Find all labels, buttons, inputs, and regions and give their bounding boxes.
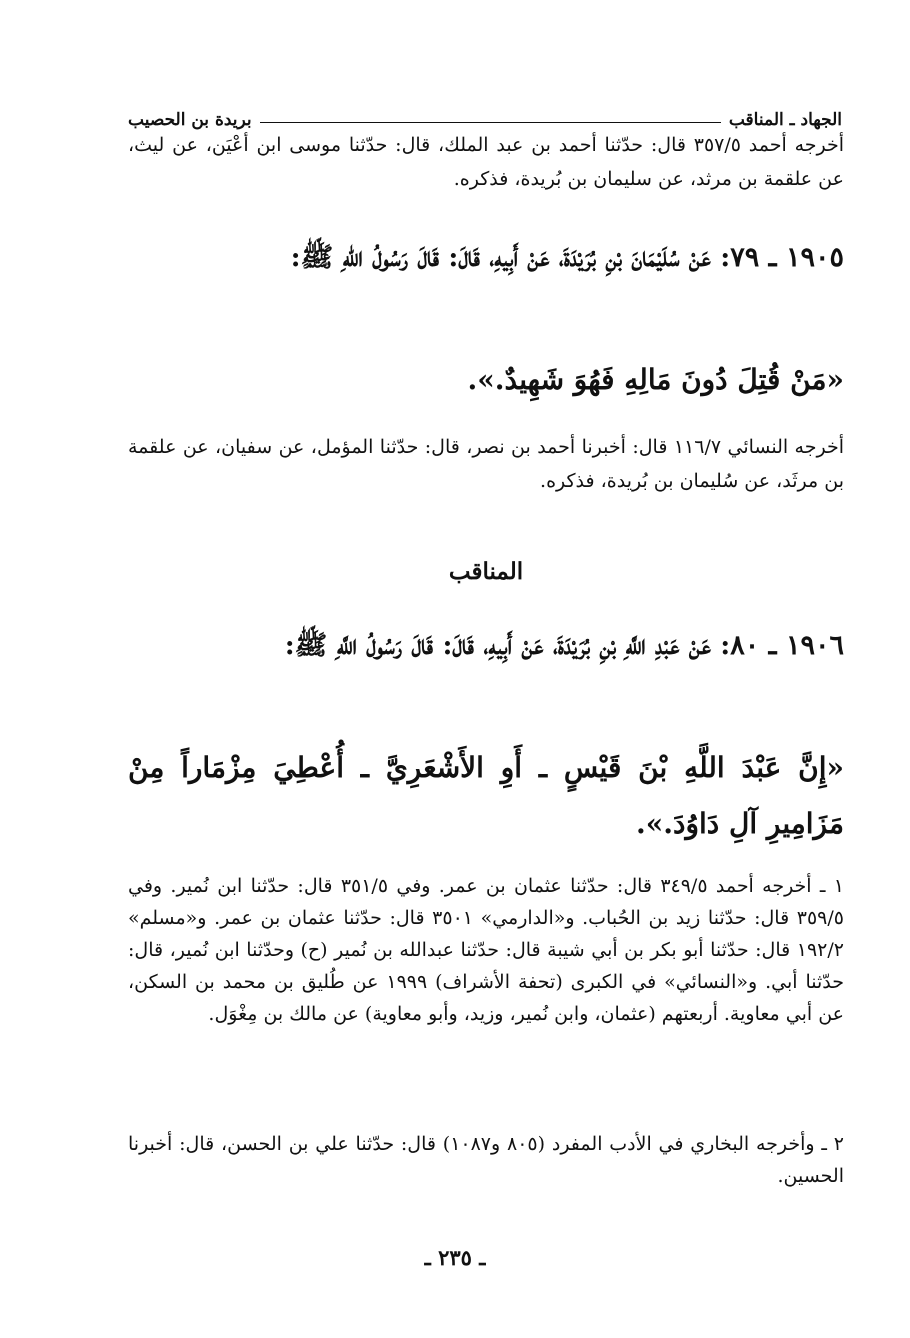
running-header (128, 96, 842, 130)
page-number: ـ ٢٣٥ ـ (424, 1245, 486, 1270)
header-section-title: بريدة بن الحصيب (128, 110, 252, 130)
previous-hadith-source: أخرجه أحمد ٣٥٧/٥ قال: حدّثنا أحمد بن عبد الملك، قال: حدّثنا موسى ابن أعْيَن، عن ليث، عن علقمة بن مرثد، عن سليمان بن بُريدة، فذكره. (128, 134, 845, 190)
hadith-1906-isnad: ١٩٠٦ ـ ٨٠: عَنْ عَبْدِ اللَّهِ بْنِ بُرَيْدَةَ، عَنْ أَبِيهِ، قَالَ: قَالَ رَسُولُ اللَّهِ ﷺ: (284, 630, 844, 661)
section-heading: المناقب (448, 558, 524, 585)
header-chapter-title: الجهاد ـ المناقب (728, 110, 842, 130)
header-rule (260, 122, 721, 123)
hadith-1905-isnad: ١٩٠٥ ـ ٧٩: عَنْ سُلَيْمَانَ بْنِ بُرَيْدَةَ، عَنْ أَبِيهِ، قَالَ: قَالَ رَسُولُ اللهِ ﷺ: (290, 242, 844, 273)
hadith-1906-note-2: ٢ ـ وأخرجه البخاري في الأدب المفرد (٨٠٥ و١٠٨٧) قال: حدّثنا علي بن الحسن، قال: أخبرنا الحسين. (128, 1133, 845, 1187)
hadith-1906-matn: «إِنَّ عَبْدَ اللَّهِ بْنَ قَيْسٍ ـ أَوِ الأَشْعَرِيَّ ـ أُعْطِيَ مِزْمَاراً مِنْ مَزَامِيرِ آلِ دَاوُدَ.». (128, 751, 844, 840)
hadith-1905-matn: «مَنْ قُتِلَ دُونَ مَالِهِ فَهُوَ شَهِيدٌ.». (467, 363, 844, 396)
hadith-1906-note-1: ١ ـ أخرجه أحمد ٣٤٩/٥ قال: حدّثنا عثمان بن عمر. وفي ٣٥١/٥ قال: حدّثنا ابن نُمير. وفي ٣٥٩/٥ قال: حدّثنا زيد بن الحُباب. و«الدارمي» ٣٥٠١ قال: حدّثنا عثمان بن عمر. و«مسلم» ١٩٢/٢ قال: حدّثنا أبو بكر بن أبي شيبة قال: حدّثنا عبدالله بن نُمير (ح) وحدّثنا ابن نُمير، قال: حدّثنا أبي. و«النسائي» في الكبرى (تحفة الأشراف) ١٩٩٩ عن طُليق بن محمد بن السكن، عن أبي معاوية. أربعتهم (عثمان، وابن نُمير، وزيد، وأبو معاوية) عن مالك بن مِغْوَل. (128, 875, 844, 1025)
hadith-1905-source: أخرجه النسائي ١١٦/٧ قال: أخبرنا أحمد بن نصر، قال: حدّثنا المؤمل، عن سفيان، عن علقمة بن مرثَد، عن سُليمان بن بُريدة، فذكره. (128, 436, 844, 492)
